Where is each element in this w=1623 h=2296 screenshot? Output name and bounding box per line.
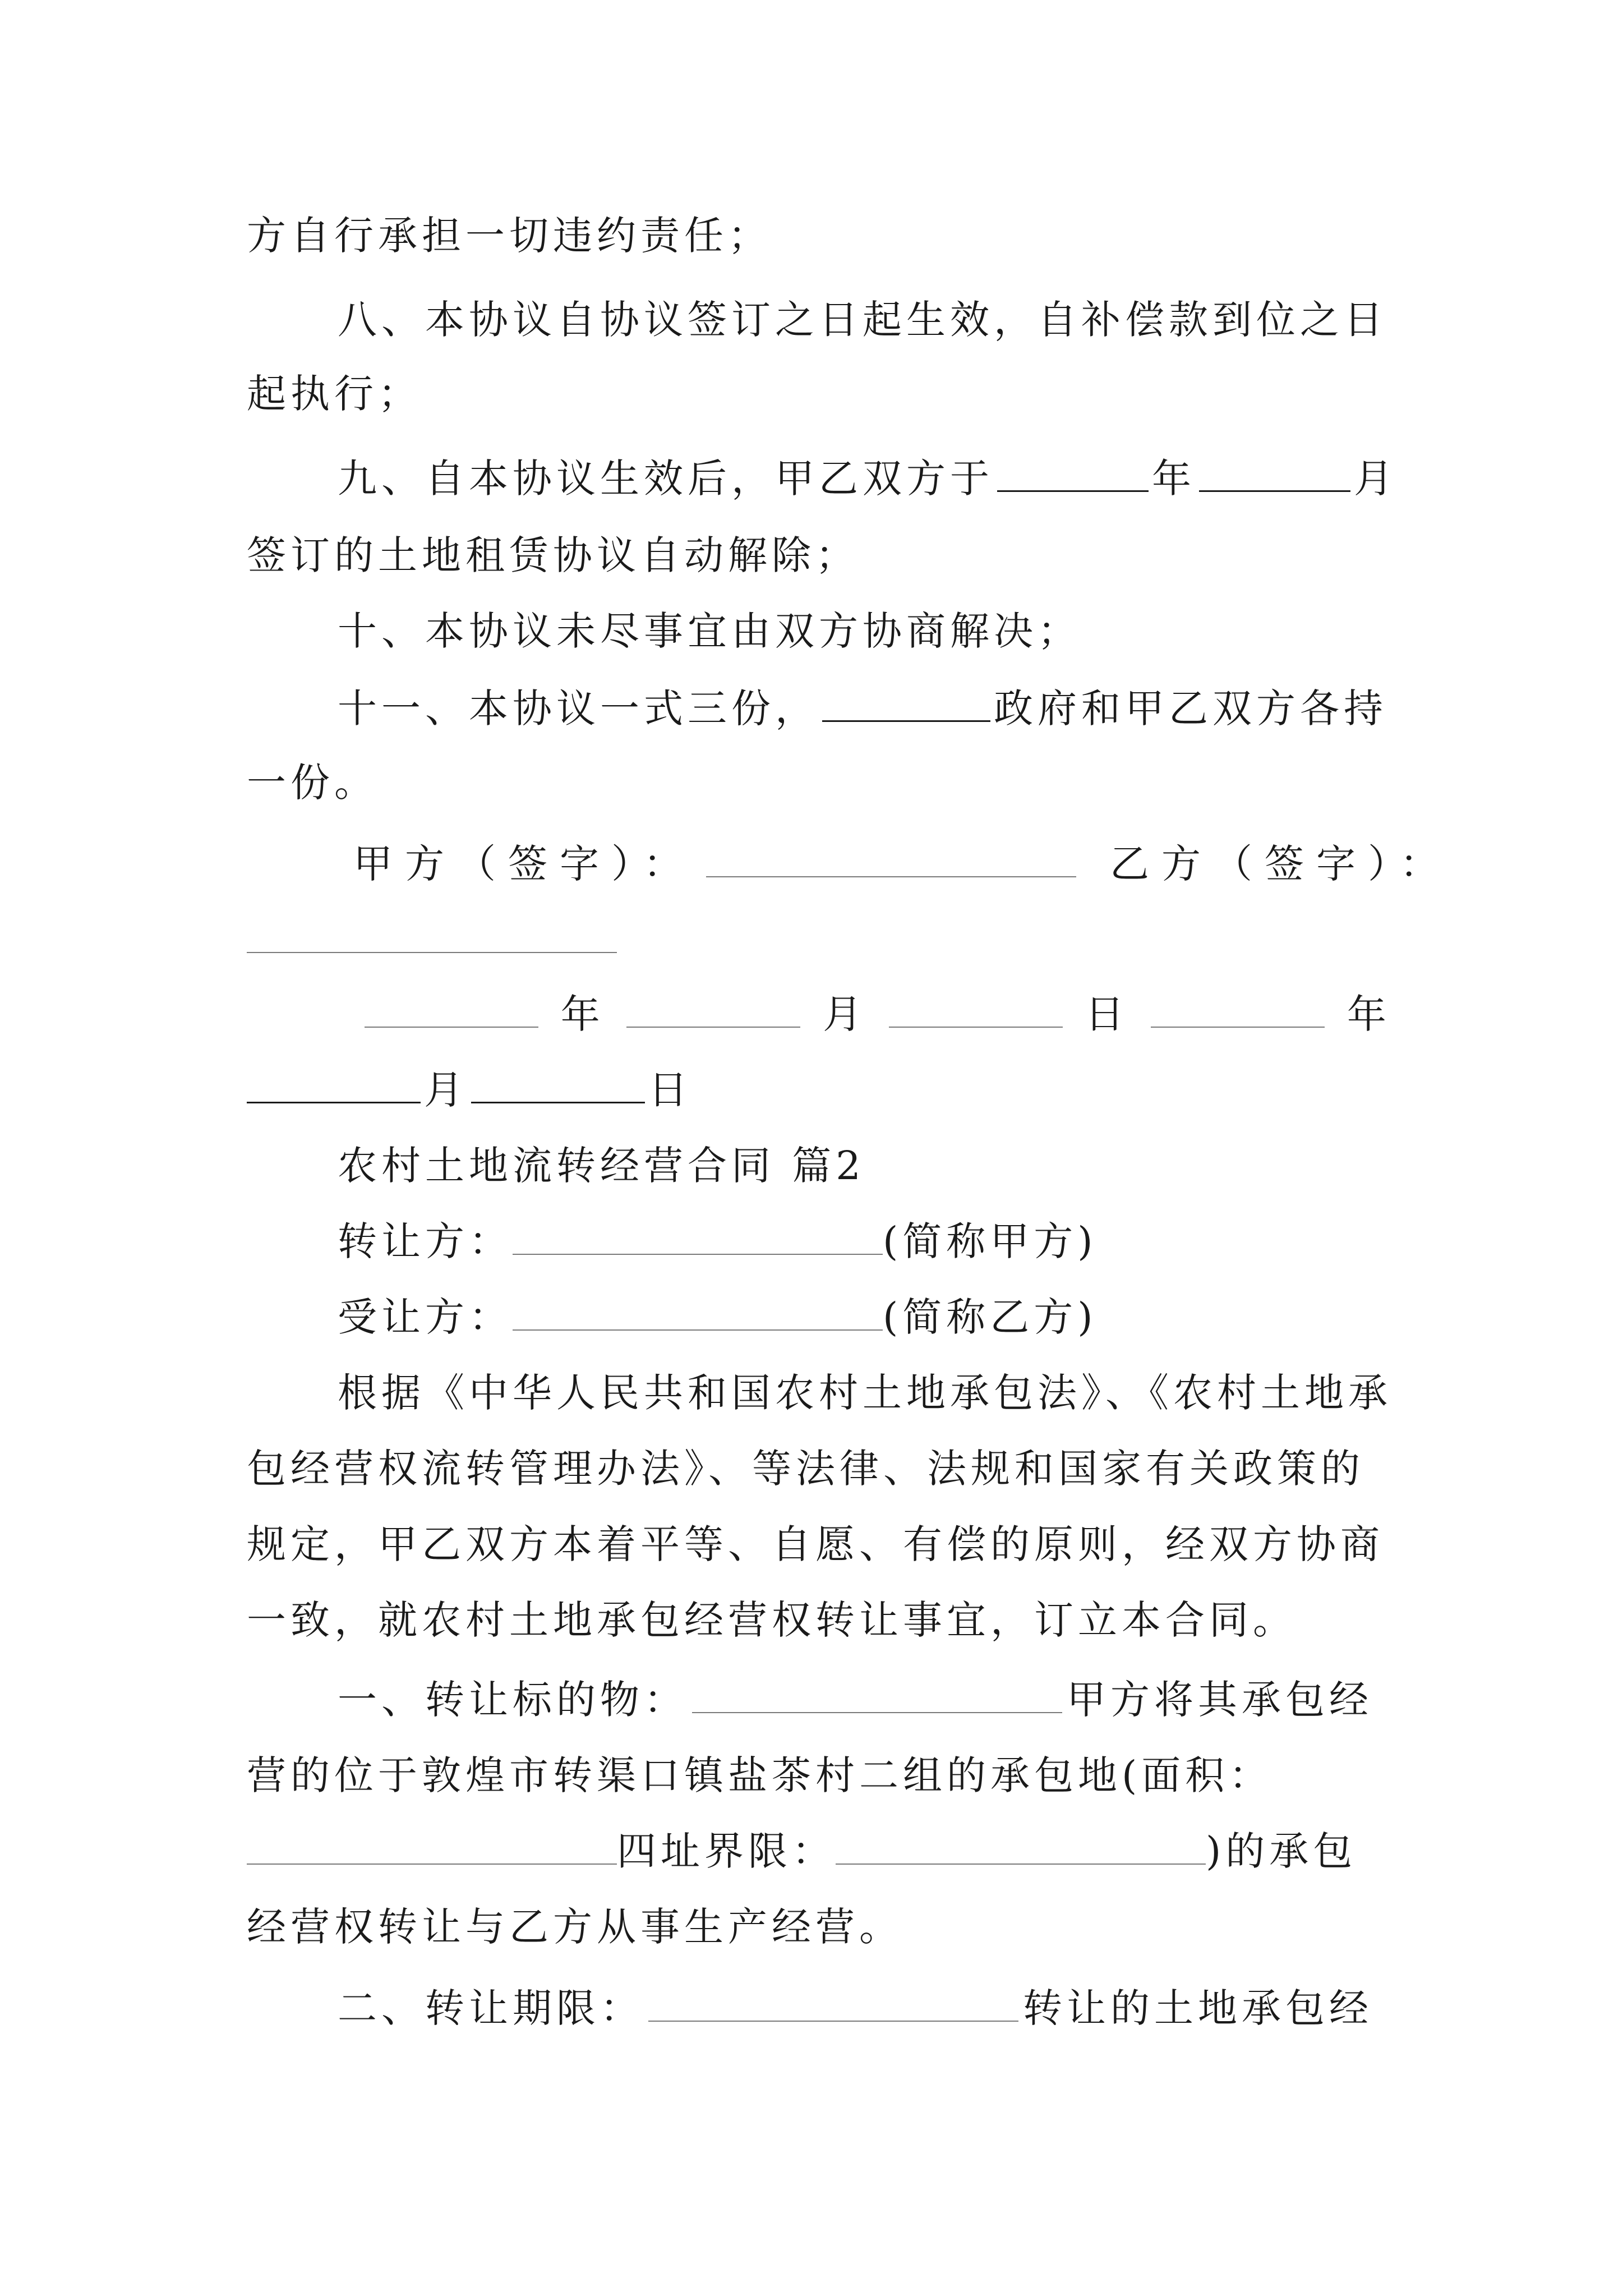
clause-eight <box>247 292 1482 348</box>
line-text: 政府和甲乙双方各持 <box>994 685 1387 731</box>
date-year-label: 年 <box>1347 991 1391 1037</box>
paragraph-line <box>247 1516 1391 1572</box>
party-b-signature-label: 乙方（签字）： <box>1110 841 1451 887</box>
date-year-label: 年 <box>560 991 605 1037</box>
date-month-label: 月 <box>823 991 867 1037</box>
line-text: 月 <box>1354 455 1398 501</box>
party-a-signature-label: 甲方（签字）： <box>353 841 695 887</box>
text-line <box>247 208 1391 264</box>
line-text: 九、自本协议生效后，甲乙双方于 <box>338 455 994 501</box>
line-text: 年 <box>1152 455 1196 501</box>
area-field[interactable] <box>247 1829 617 1865</box>
clause-eleven <box>247 680 1482 737</box>
line-text: 规定，甲乙双方本着平等、自愿、有偿的原则，经双方协商 <box>247 1521 1384 1567</box>
signature-continuation <box>247 912 1391 968</box>
paragraph-line <box>247 1592 1391 1648</box>
party-a-signature-field[interactable] <box>706 841 1076 877</box>
line-text: 一份。 <box>247 760 378 806</box>
line-text: 二、转让期限： <box>338 1985 644 2031</box>
date-month-field-b[interactable] <box>247 1067 421 1103</box>
date-year-field-b[interactable] <box>1151 992 1325 1028</box>
date-day-label: 日 <box>1085 991 1129 1037</box>
line-text: 十、本协议未尽事宜由双方协商解决； <box>338 608 1081 654</box>
date-day-field-b[interactable] <box>471 1067 645 1103</box>
line-text: 一、转让标的物： <box>338 1677 688 1723</box>
paragraph-line <box>247 1747 1391 1803</box>
text-line <box>247 754 1391 811</box>
line-text: 经营权转让与乙方从事生产经营。 <box>247 1904 903 1950</box>
line-text: 包经营权流转管理办法》、等法律、法规和国家有关政策的 <box>247 1446 1364 1492</box>
paragraph-line <box>247 1441 1391 1497</box>
section-title <box>247 1138 1482 1194</box>
party-b-signature-field[interactable] <box>247 917 617 953</box>
line-text: 起执行； <box>247 371 422 417</box>
article-two <box>247 1980 1482 2036</box>
boundary-field[interactable] <box>836 1829 1206 1865</box>
line-text: 方自行承担一切违约责任； <box>247 213 772 259</box>
line-text: 营的位于敦煌市转渠口镇盐茶村二组的承包地(面积： <box>247 1752 1273 1798</box>
line-text: 四址界限： <box>617 1828 836 1874</box>
transferee-row <box>247 1289 1482 1345</box>
line-text: 根据《中华人民共和国农村土地承包法》、《农村土地承 <box>338 1370 1392 1416</box>
signature-row <box>247 836 1451 892</box>
article-one <box>247 1672 1482 1728</box>
line-text: 一致，就农村土地承包经营权转让事宜，订立本合同。 <box>247 1597 1297 1643</box>
clause-ten <box>247 603 1482 659</box>
text-line <box>247 527 1391 583</box>
paragraph-line <box>247 1365 1482 1421</box>
line-text: 十一、本协议一式三份， <box>338 685 819 731</box>
section-title-text: 农村土地流转经营合同 篇2 <box>338 1143 865 1189</box>
transfer-object-field[interactable] <box>692 1677 1062 1713</box>
date-month-field-a[interactable] <box>626 992 800 1028</box>
transferor-field[interactable] <box>513 1219 883 1255</box>
government-blank[interactable] <box>822 685 990 722</box>
transferee-field[interactable] <box>513 1295 883 1331</box>
transferee-label: 受让方： <box>338 1294 513 1340</box>
transferee-suffix: (简称乙方) <box>883 1294 1098 1340</box>
month-blank[interactable] <box>1199 455 1350 492</box>
transferor-label: 转让方： <box>338 1218 513 1264</box>
transferor-row <box>247 1213 1482 1269</box>
date-month-label: 月 <box>424 1067 468 1113</box>
clause-nine <box>247 450 1482 507</box>
date-row <box>247 986 1391 1042</box>
line-text: 甲方将其承包经 <box>1067 1677 1373 1723</box>
transferor-suffix: (简称甲方) <box>883 1218 1098 1264</box>
transfer-term-field[interactable] <box>648 1986 1018 2022</box>
line-text: )的承包 <box>1206 1828 1357 1874</box>
text-line <box>247 366 1391 422</box>
paragraph-line <box>247 1899 1391 1955</box>
date-continuation <box>247 1062 1391 1118</box>
date-year-field-a[interactable] <box>365 992 538 1028</box>
line-text: 八、本协议自协议签订之日起生效，自补偿款到位之日 <box>338 297 1387 343</box>
date-day-field-a[interactable] <box>889 992 1063 1028</box>
date-day-label: 日 <box>648 1067 692 1113</box>
line-text: 转让的土地承包经 <box>1023 1985 1373 2031</box>
line-text: 签订的土地租赁协议自动解除； <box>247 532 859 578</box>
paragraph-line <box>247 1823 1391 1879</box>
year-blank[interactable] <box>997 455 1149 492</box>
